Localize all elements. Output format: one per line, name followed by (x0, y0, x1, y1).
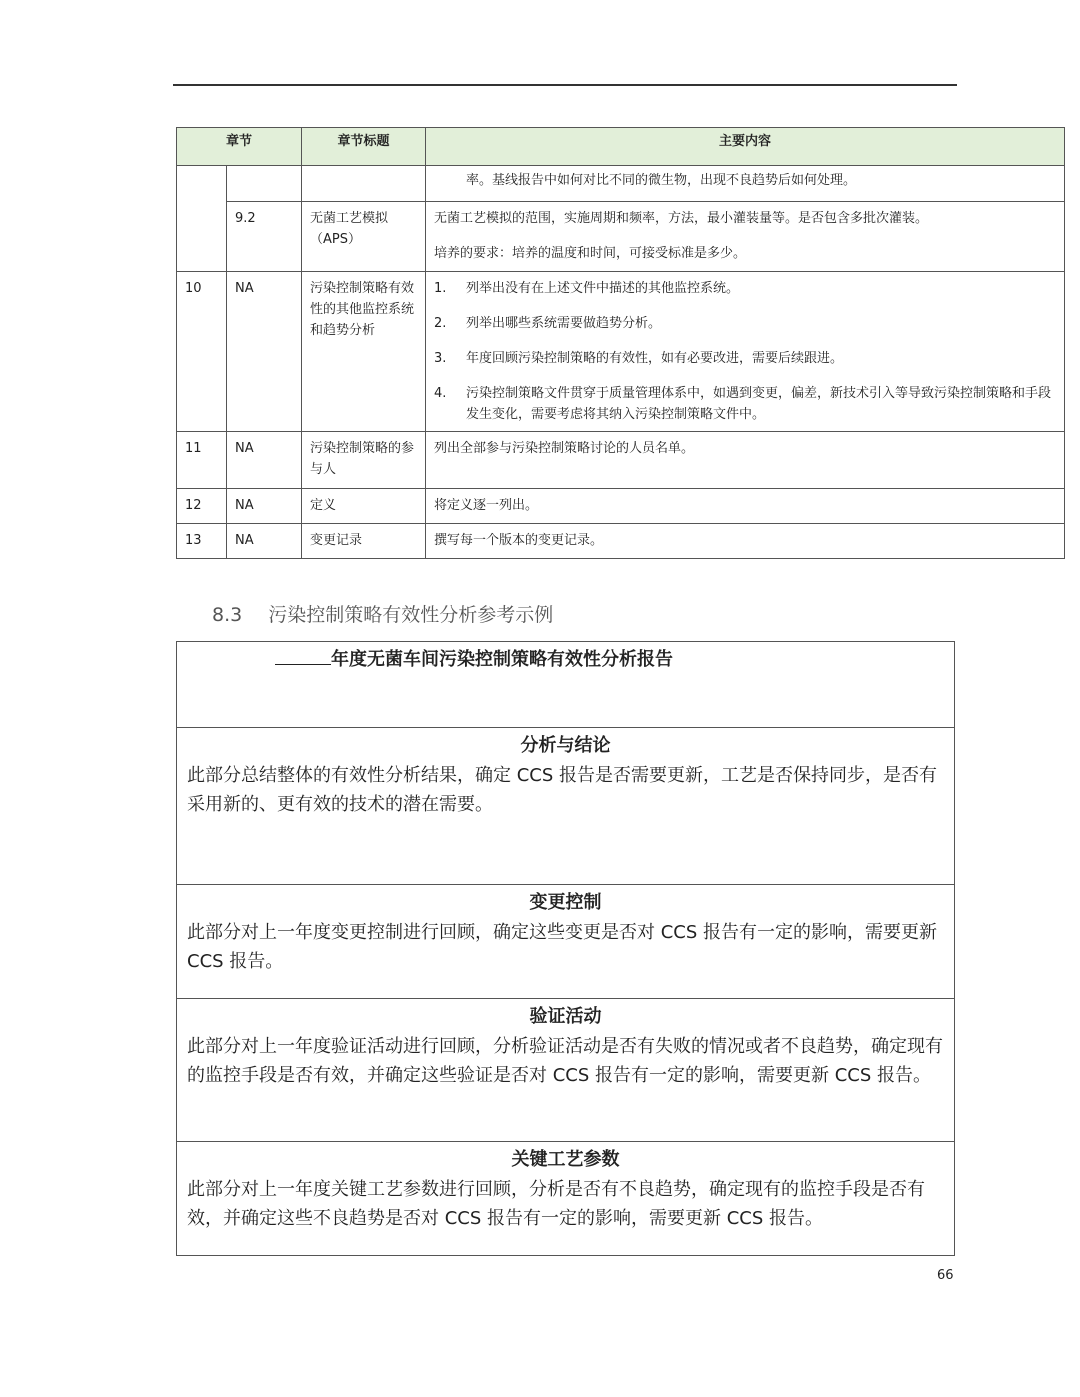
chapter-cell: 11 (177, 432, 227, 489)
block-text: 此部分对上一年度关键工艺参数进行回顾，分析是否有不良趋势，确定现有的监控手段是否有效，并确定这些不良趋势是否对 CCS 报告有一定的影响，需要更新 CCS 报告。 (187, 1179, 925, 1229)
title-cell: 污染控制策略有效性的其他监控系统和趋势分析 (302, 272, 426, 432)
report-title: 年度无菌车间污染控制策略有效性分析报告 (177, 642, 954, 671)
block-title: 变更控制 (529, 892, 602, 913)
table-row (177, 432, 1065, 489)
page-number: 66 (937, 1268, 954, 1283)
title-cell: 变更记录 (302, 524, 426, 559)
blank-line (275, 646, 331, 665)
block-text: 此部分总结整体的有效性分析结果，确定 CCS 报告是否需要更新，工艺是否保持同步，是否有采用新的、更有效的技术的潜在需要。 (187, 765, 938, 815)
table-row (177, 524, 1065, 559)
header-chapter-title: 章节标题 (302, 128, 426, 166)
sub-cell: 9.2 (227, 202, 302, 272)
table-header-row (177, 128, 1065, 166)
report-block-critical-parameters (177, 1142, 954, 1255)
report-block-validation (177, 999, 954, 1142)
content-cell: 率。基线报告中如何对比不同的微生物，出现不良趋势后如何处理。 (426, 166, 1065, 202)
sub-cell: NA (227, 432, 302, 489)
report-title-block (177, 642, 954, 728)
content-paragraph: 无菌工艺模拟的范围，实施周期和频率，方法，最小灌装量等。是否包含多批次灌装。 (434, 211, 929, 226)
chapter-table (176, 127, 1065, 559)
section-heading (212, 600, 553, 627)
title-cell (302, 166, 426, 202)
table-row (177, 166, 1065, 202)
content-cell: 将定义逐一列出。 (426, 489, 1065, 524)
list-item: 4. 污染控制策略文件贯穿于质量管理体系中，如遇到变更，偏差，新技术引入等导致污染控制策略和手段发生变化，需要考虑将其纳入污染控制策略文件中。 (434, 386, 1052, 422)
header-chapter: 章节 (177, 128, 302, 166)
block-title: 验证活动 (529, 1006, 602, 1027)
sub-cell: NA (227, 272, 302, 432)
chapter-cell: 12 (177, 489, 227, 524)
chapter-cell: 10 (177, 272, 227, 432)
list-item: 1. 列举出没有在上述文件中描述的其他监控系统。 (434, 281, 740, 296)
list-item: 2. 列举出哪些系统需要做趋势分析。 (434, 316, 662, 331)
content-cell: 列出全部参与污染控制策略讨论的人员名单。 (426, 432, 1065, 489)
header-main-content: 主要内容 (426, 128, 1065, 166)
report-box (176, 641, 955, 1256)
sub-cell: NA (227, 489, 302, 524)
table-row (177, 272, 1065, 432)
sub-cell: NA (227, 524, 302, 559)
sub-cell (227, 166, 302, 202)
list-item: 3. 年度回顾污染控制策略的有效性，如有必要改进，需要后续跟进。 (434, 351, 844, 366)
title-cell: 定义 (302, 489, 426, 524)
content-cell (426, 272, 1065, 432)
block-title: 关键工艺参数 (511, 1149, 620, 1170)
table-row (177, 202, 1065, 272)
report-block-analysis (177, 728, 954, 885)
report-block-change-control (177, 885, 954, 999)
block-title: 分析与结论 (520, 735, 611, 756)
chapter-cell (177, 166, 227, 272)
content-cell (426, 202, 1065, 272)
header-rule (173, 84, 957, 86)
block-text: 此部分对上一年度验证活动进行回顾，分析验证活动是否有失败的情况或者不良趋势，确定现有的监控手段是否有效，并确定这些验证是否对 CCS 报告有一定的影响，需要更新 CCS 报告。 (187, 1036, 943, 1086)
table-row (177, 489, 1065, 524)
content-paragraph: 培养的要求：培养的温度和时间，可接受标准是多少。 (434, 246, 747, 261)
chapter-cell: 13 (177, 524, 227, 559)
section-title: 污染控制策略有效性分析参考示例 (268, 604, 554, 626)
section-number: 8.3 (212, 604, 243, 626)
content-cell: 撰写每一个版本的变更记录。 (426, 524, 1065, 559)
title-cell: 污染控制策略的参与人 (302, 432, 426, 489)
block-text: 此部分对上一年度变更控制进行回顾，确定这些变更是否对 CCS 报告有一定的影响，需要更新 CCS 报告。 (187, 922, 938, 972)
title-cell: 无菌工艺模拟（APS） (302, 202, 426, 272)
